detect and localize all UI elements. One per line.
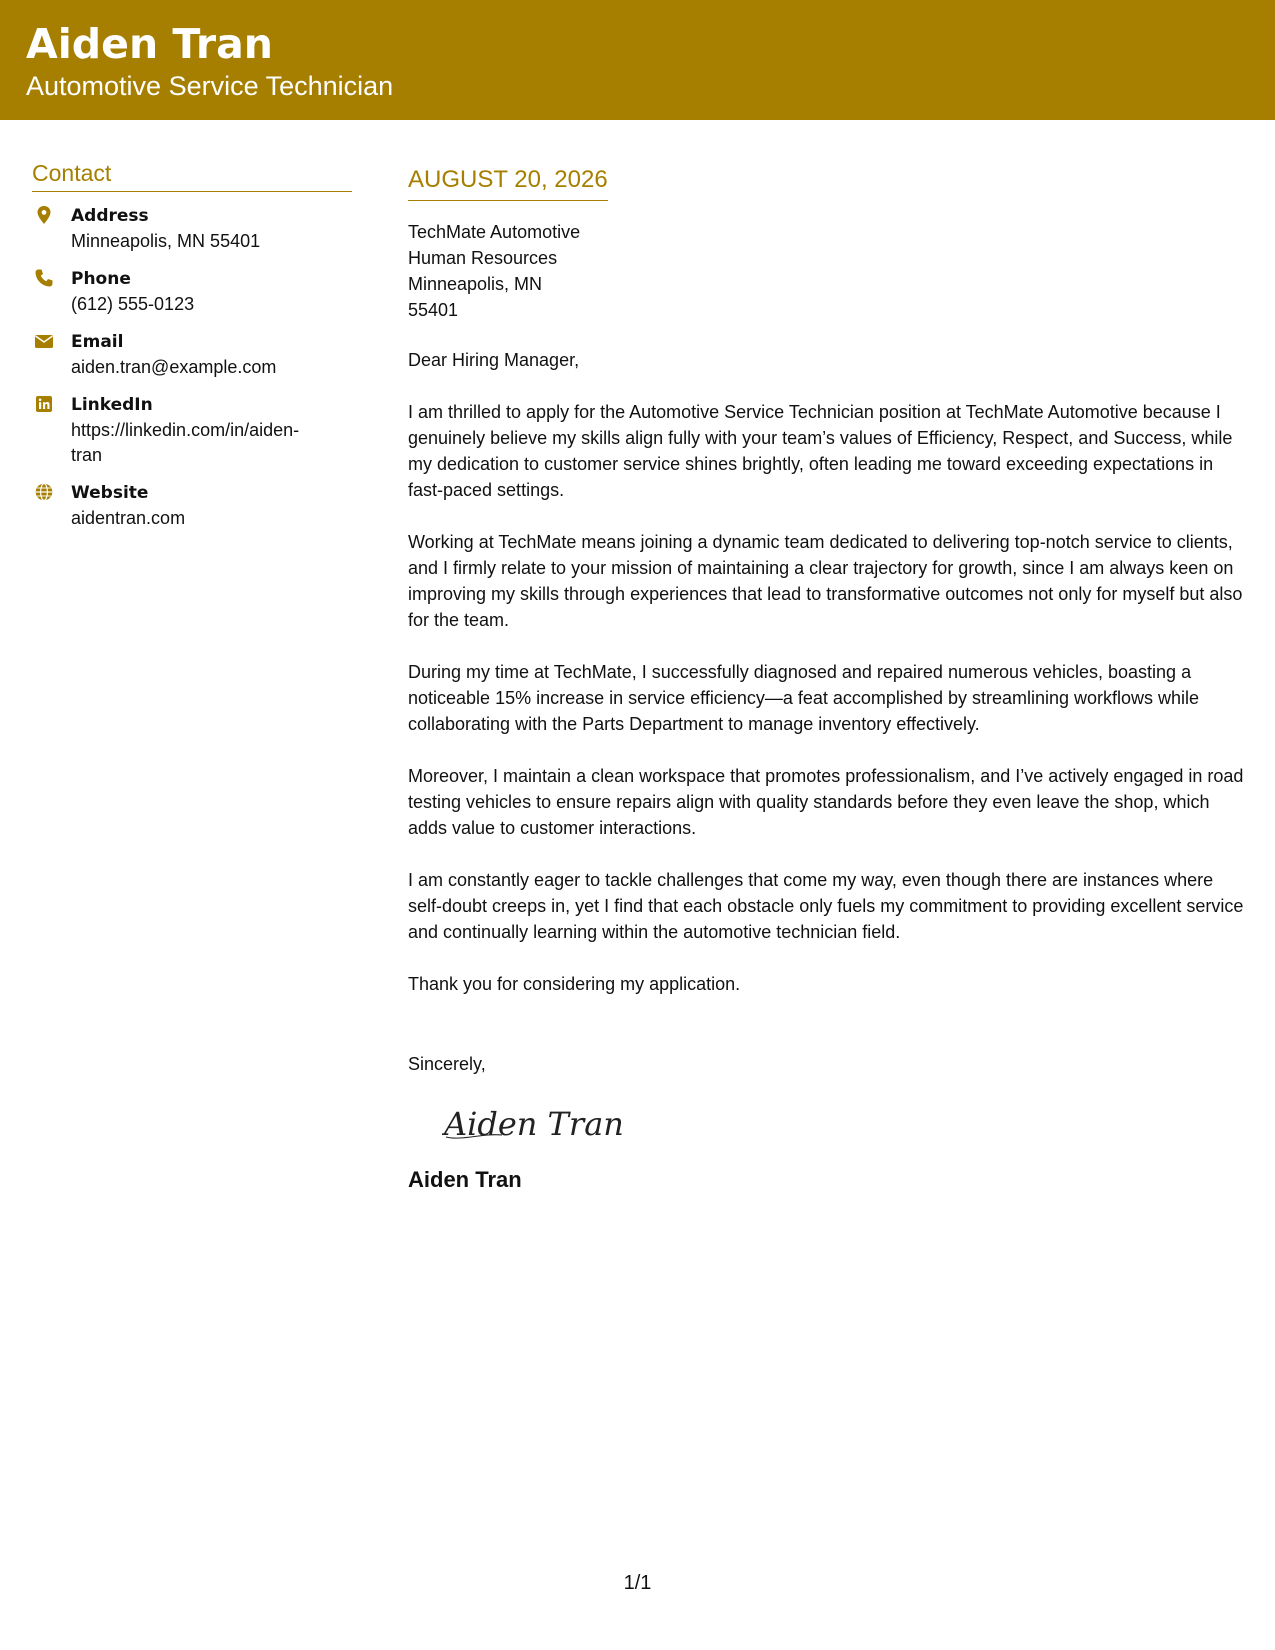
- applicant-role: Automotive Service Technician: [26, 71, 394, 101]
- header-banner: [0, 0, 1275, 120]
- website-label: Website: [71, 483, 149, 503]
- letter-date: AUGUST 20, 2026: [408, 166, 608, 201]
- email-label: Email: [71, 332, 124, 352]
- linkedin-value-line2[interactable]: tran: [71, 445, 103, 465]
- address-value: Minneapolis, MN 55401: [71, 231, 261, 251]
- contact-linkedin: [32, 393, 352, 468]
- closing: Sincerely,: [408, 1054, 486, 1074]
- contact-heading: Contact: [32, 160, 352, 192]
- map-pin-icon: [34, 205, 54, 225]
- phone-value: (612) 555-0123: [71, 294, 195, 314]
- envelope-icon: [34, 331, 54, 351]
- address-label: Address: [71, 206, 149, 226]
- salutation: Dear Hiring Manager,: [408, 350, 580, 370]
- paragraph: I am thrilled to apply for the Automotive Service Technician position at TechMate Automotive because I genuinely believe my skills align fully with your team’s values of Efficiency, Respect, and Success, while my dedication to customer service shines brightly, often leading me toward exceeding expectations in fast-paced settings.: [408, 402, 1233, 500]
- contact-website: [32, 481, 352, 531]
- letter-body: [408, 166, 1248, 1193]
- linkedin-icon: [34, 394, 54, 414]
- applicant-name: Aiden Tran: [26, 20, 273, 68]
- contact-email: [32, 330, 352, 380]
- email-value: aiden.tran@example.com: [71, 357, 277, 377]
- globe-icon: [34, 482, 54, 502]
- handwritten-signature: [442, 1097, 642, 1147]
- recipient-zip: 55401: [408, 300, 459, 320]
- linkedin-value-line1[interactable]: https://linkedin.com/in/aiden-: [71, 420, 300, 440]
- contact-address: [32, 204, 352, 254]
- contact-sidebar: [32, 160, 352, 544]
- website-value[interactable]: aidentran.com: [71, 508, 186, 528]
- linkedin-label: LinkedIn: [71, 395, 153, 415]
- signed-name: Aiden Tran: [408, 1167, 522, 1192]
- paragraph: During my time at TechMate, I successfully diagnosed and repaired numerous vehicles, boasting a noticeable 15% increase in service efficiency—a feat accomplished by streamlining workflows while collaborating with the Parts Department to manage inventory effectively.: [408, 662, 1200, 734]
- recipient-block: [408, 219, 1248, 323]
- recipient-city: Minneapolis, MN: [408, 274, 543, 294]
- page-number: 1/1: [623, 1572, 652, 1594]
- phone-label: Phone: [71, 269, 131, 289]
- paragraph: Moreover, I maintain a clean workspace that promotes professionalism, and I’ve actively engaged in road testing vehicles to ensure repairs align with quality standards before they even leave the shop, which adds value to customer interactions.: [408, 766, 1244, 838]
- contact-phone: [32, 267, 352, 317]
- signature-text: Aiden Tran: [444, 1105, 624, 1143]
- recipient-company: TechMate Automotive: [408, 222, 581, 242]
- paragraph: Thank you for considering my application.: [408, 974, 741, 994]
- paragraph: I am constantly eager to tackle challenges that come my way, even though there are instances where self-doubt creeps in, yet I find that each obstacle only fuels my commitment to providing excellent service and continually learning within the automotive technician field.: [408, 870, 1244, 942]
- paragraph: Working at TechMate means joining a dynamic team dedicated to delivering top-notch service to clients, and I firmly relate to your mission of maintaining a clear trajectory for growth, since I am always keen on improving my skills through experiences that lead to transformative outcomes not only for myself but also for the team.: [408, 532, 1243, 630]
- recipient-department: Human Resources: [408, 248, 558, 268]
- linkedin-value[interactable]: [71, 418, 352, 468]
- phone-icon: [34, 268, 54, 288]
